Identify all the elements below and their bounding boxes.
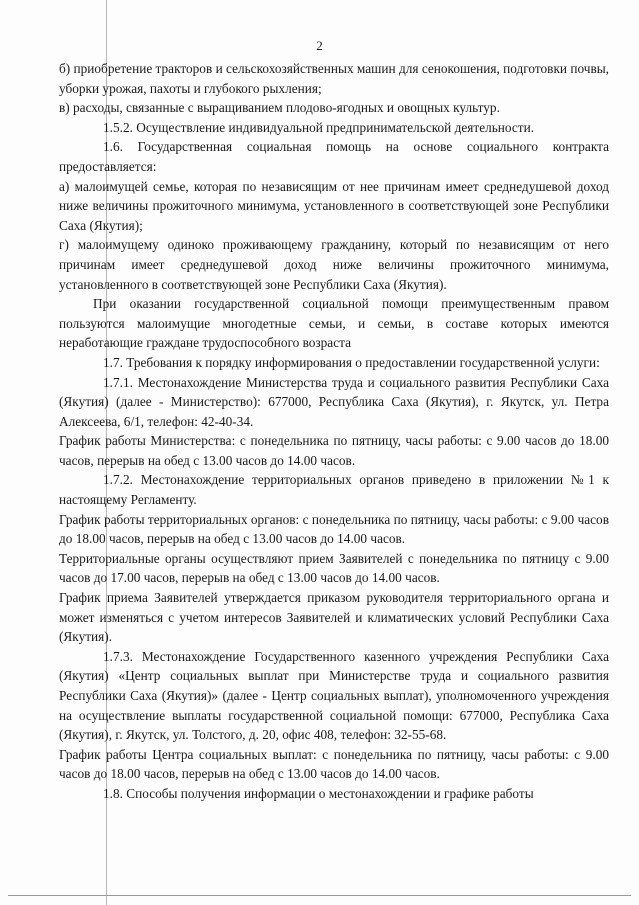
paragraph-reception-order: График приема Заявителей утверждается приказом руководителя территориального органа и может изменяться с учетом интересов Заявителей и климатических условий Республики Саха (Якутия). [59,590,609,645]
paragraph-g-citizen: г) малоимущему одиноко проживающему гражданину, который по независящим от него причинам имеет среднедушевой доход ниже величины прожиточного минимума, установленного в соответствующей зоне Республики Саха (Якутия). [59,237,609,292]
paragraph-1-5-2: 1.5.2. Осуществление индивидуальной предпринимательской деятельности. [103,119,535,135]
bottom-scan-edge [8,895,631,896]
paragraph-1-7-2: 1.7.2. Местонахождение территориальных органов приведено в приложении №1 к настоящему Регламенту. [59,472,609,508]
paragraph-1-6: 1.6. Государственная социальная помощь на основе социального контракта предоставляется: [59,139,609,174]
paragraph-ministry-schedule: График работы Министерства: с понедельника по пятницу, часы работы: с 9.00 часов до 18.00 часов, перерыв на обед с 13.00 часов до 14.00 часов. [59,433,609,468]
page-number: 2 [316,38,323,53]
paragraph-v-expenses: в) расходы, связанные с выращиванием плодово-ягодных и овощных культур. [59,100,500,116]
paragraph-1-8: 1.8. Способы получения информации о местонахождении и графике работы [103,785,534,801]
paragraph-territorial-schedule: График работы территориальных органов: с понедельника по пятницу, часы работы: с 9.00 часов до 18.00 часов, перерыв на обед с 13.00 часов до 14.00 часов. [59,511,609,547]
paragraph-a-family: а) малоимущей семье, которая по независящим от нее причинам имеет среднедушевой доход ниже величины прожиточного минимума, установленного в соответствующей зоне Республики Саха (Якутия); [59,178,609,233]
paragraph-priority: При оказании государственной социальной помощи преимущественным правом пользуются малоимущие многодетные семьи, и семьи, в составе которых имеются неработающие граждане трудоспособного возраста [59,296,609,351]
paragraph-center-schedule: График работы Центра социальных выплат: с понедельника по пятницу, часы работы: с 9.00 часов до 18.00 часов, перерыв на обед с 13.00 часов до 14.00 часов. [59,746,609,782]
paragraph-1-7-1: 1.7.1. Местонахождение Министерства труда и социального развития Республики Саха (Якутия) (далее - Министерство): 677000, Республика Саха (Якутия), г. Якутск, ул. Петра Алексеева, 6/1, телефон: 42-40-34. [59,374,609,429]
paragraph-1-7: 1.7. Требования к порядку информирования о предоставлении государственной услуги: [103,354,600,370]
paragraph-b-tractors: б) приобретение тракторов и сельскохозяйственных машин для сенокошения, подготовки почвы, уборки урожая, пахоты и глубокого рыхления; [59,61,609,96]
paragraph-territorial-reception: Территориальные органы осуществляют прием Заявителей с понедельника по пятницу с 9.00 часов до 17.00 часов, перерыв на обед с 13.00 часов до 14.00 часов. [59,550,609,586]
paragraph-1-7-3: 1.7.3. Местонахождение Государственного казенного учреждения Республики Саха (Якутия) «Центр социальных выплат при Министерстве труда и социального развития Республики Саха (Якутия)» (далее - Центр социальных выплат), уполномоченного учреждения на осуществление выплаты государственной социальной помощи: 677000, Республика Саха (Якутия), г. Якутск, ул. Толстого, д. 20, офис 408, телефон: 32-55-68. [59,648,609,743]
document-body [59,59,609,804]
